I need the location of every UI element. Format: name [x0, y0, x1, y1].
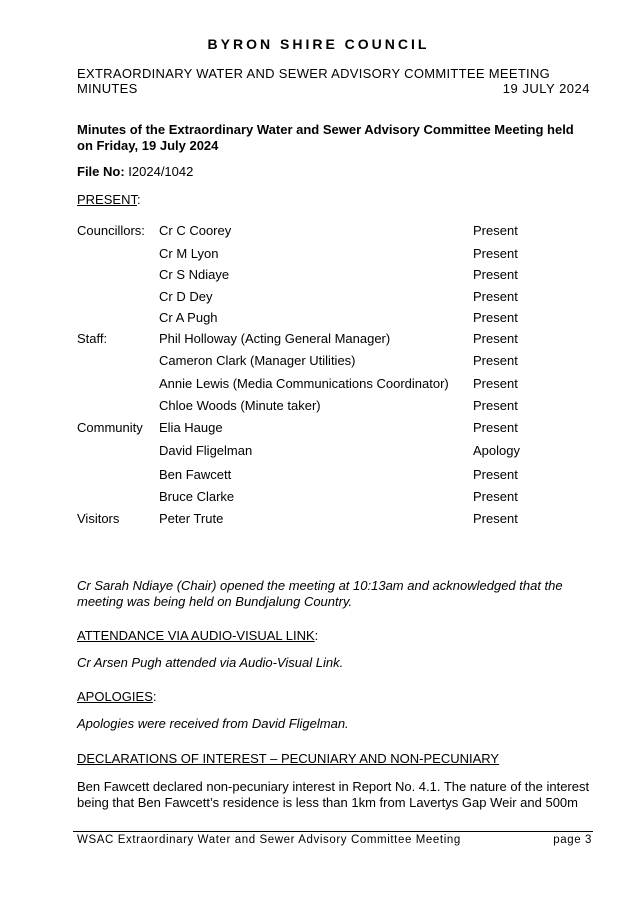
footer-title: WSAC Extraordinary Water and Sewer Advisory Committee Meeting — [77, 834, 461, 846]
attendance-heading-text: ATTENDANCE VIA AUDIO-VISUAL LINK — [77, 628, 315, 643]
attendee-row — [77, 246, 597, 264]
attendee-status: Present — [473, 489, 518, 504]
attendee-status: Present — [473, 511, 518, 526]
attendee-name: Cr S Ndiaye — [159, 267, 230, 282]
attendee-name: Cameron Clark (Manager Utilities) — [159, 353, 356, 368]
attendee-status: Present — [473, 376, 518, 391]
opening-statement: Cr Sarah Ndiaye (Chair) opened the meeting at 10:13am and acknowledged that the meeting was being held on Bundjalung Country. — [77, 578, 563, 609]
minutes-heading: Minutes of the Extraordinary Water and Sewer Advisory Committee Meeting held on Friday, 19 July 2024 — [77, 122, 574, 153]
attendee-row — [77, 443, 597, 461]
attendee-status: Apology — [473, 443, 520, 458]
attendance-heading-colon: : — [314, 628, 319, 643]
page-footer — [77, 834, 592, 846]
attendee-name: Cr D Dey — [159, 289, 213, 304]
attendee-name: Phil Holloway (Acting General Manager) — [159, 331, 391, 346]
minutes-label: MINUTES — [77, 81, 138, 96]
attendee-name: Cr M Lyon — [159, 246, 219, 261]
attendee-status: Present — [473, 223, 518, 238]
meeting-title: EXTRAORDINARY WATER AND SEWER ADVISORY COMMITTEE MEETING — [77, 66, 551, 81]
attendee-row — [77, 376, 597, 394]
attendee-row — [77, 289, 597, 307]
attendee-name: Cr C Coorey — [159, 223, 232, 238]
attendee-status: Present — [473, 246, 518, 261]
present-heading-text: PRESENT — [77, 192, 137, 207]
attendee-row — [77, 331, 597, 349]
attendee-row — [77, 511, 597, 529]
attendee-name: Annie Lewis (Media Communications Coordinator) — [159, 376, 449, 391]
attendee-status: Present — [473, 398, 518, 413]
declarations-heading: DECLARATIONS OF INTEREST – PECUNIARY AND NON-PECUNIARY — [77, 751, 500, 766]
apologies-heading — [77, 689, 597, 705]
file-number-value: I2024/1042 — [124, 164, 194, 179]
attendee-group: Staff: — [77, 331, 108, 346]
attendee-status: Present — [473, 331, 518, 346]
attendee-row — [77, 223, 597, 241]
attendee-group: Visitors — [77, 511, 120, 526]
attendee-row — [77, 489, 597, 507]
attendee-status: Present — [473, 267, 518, 282]
attendance-text: Cr Arsen Pugh attended via Audio-Visual Link. — [77, 655, 344, 670]
meeting-date: 19 JULY 2024 — [502, 81, 590, 96]
attendee-status: Present — [473, 467, 518, 482]
attendee-status: Present — [473, 310, 518, 325]
attendee-name: Cr A Pugh — [159, 310, 218, 325]
attendee-row — [77, 467, 597, 485]
apologies-heading-colon: : — [152, 689, 157, 704]
attendee-name: Elia Hauge — [159, 420, 223, 435]
attendee-status: Present — [473, 420, 518, 435]
present-heading-colon: : — [136, 192, 141, 207]
attendee-group: Councillors: — [77, 223, 145, 238]
council-name: BYRON SHIRE COUNCIL — [207, 36, 430, 52]
attendee-row — [77, 398, 597, 416]
present-heading — [77, 192, 141, 207]
attendee-name: David Fligelman — [159, 443, 253, 458]
page-number: page 3 — [553, 834, 592, 846]
attendee-row — [77, 420, 597, 438]
declarations-text: Ben Fawcett declared non-pecuniary interest in Report No. 4.1. The nature of the interest being that Ben Fawcett’s residence is less than 1km from Lavertys Gap Weir and 500m — [77, 779, 590, 810]
footer-divider — [73, 831, 593, 832]
attendee-name: Ben Fawcett — [159, 467, 232, 482]
attendee-row — [77, 310, 597, 328]
attendee-name: Bruce Clarke — [159, 489, 235, 504]
attendee-status: Present — [473, 289, 518, 304]
file-number-label: File No: — [77, 164, 125, 179]
attendee-status: Present — [473, 353, 518, 368]
attendee-row — [77, 267, 597, 285]
file-number — [77, 164, 193, 179]
attendee-row — [77, 353, 597, 371]
attendee-name: Peter Trute — [159, 511, 224, 526]
apologies-heading-text: APOLOGIES — [77, 689, 153, 704]
attendance-heading — [77, 628, 597, 644]
apologies-text: Apologies were received from David Fligelman. — [77, 716, 349, 731]
attendee-group: Community — [77, 420, 143, 435]
attendee-name: Chloe Woods (Minute taker) — [159, 398, 321, 413]
